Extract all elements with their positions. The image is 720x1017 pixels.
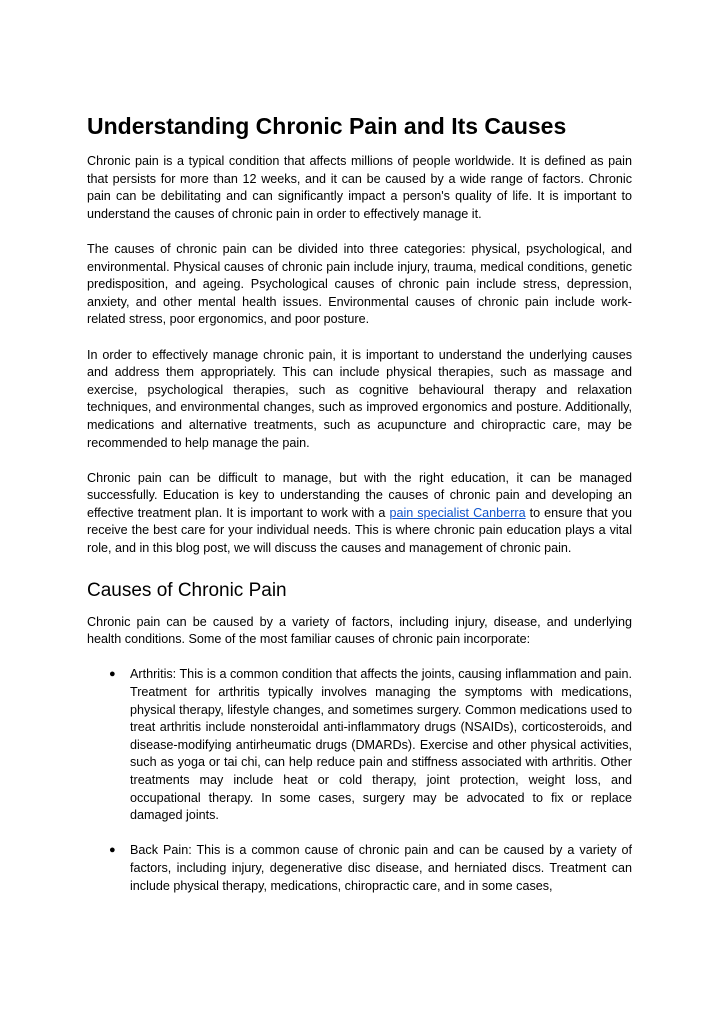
causes-overview-paragraph: The causes of chronic pain can be divided into three categories: physical, psychological, and environmental. Physical causes of chronic pain include injury, trauma, medical conditions, genetic predisposition, and ageing. Psychological causes of chronic pain include stress, depression, anxiety, and other mental health issues. Environmental causes of chronic pain include work-related stress, poor ergonomics, and poor posture. bbox=[87, 241, 632, 327]
pain-specialist-link[interactable]: pain specialist Canberra bbox=[389, 505, 526, 520]
list-item-text: Arthritis: This is a common condition that affects the joints, causing inflammation and pain. Treatment for arthritis typically involves managing the symptoms with medications, physical therapy, lifestyle changes, and sometimes surgery. Common medications used to treat arthritis include nonsteroidal anti-inflammatory drugs (NSAIDs), corticosteroids, and disease-modifying antirheumatic drugs (DMARDs). Exercise and other physical activities, such as yoga or tai chi, can help reduce pain and stiffness associated with arthritis. Other treatments may include heat or cold therapy, joint protection, weight loss, and occupational therapy. In some cases, surgery may be advocated to fix or replace damaged joints. bbox=[130, 667, 632, 823]
bullet-icon: ● bbox=[109, 668, 116, 681]
section-heading: Causes of Chronic Pain bbox=[87, 579, 287, 601]
bullet-icon: ● bbox=[109, 844, 116, 857]
education-text-before: Chronic pain can be difficult to manage, but with the right education, it can be managed successfully. Education is key to understanding the causes of chronic pain and developing an effective treatment plan. It is important to work with a bbox=[87, 470, 632, 520]
education-paragraph bbox=[87, 470, 632, 558]
document-page bbox=[87, 111, 632, 913]
page-title: Understanding Chronic Pain and Its Causes bbox=[87, 113, 567, 139]
education-text-after: to ensure that you receive the best care for your individual needs. This is where chronic pain education plays a vital role, and in this blog post, we will discuss the causes and management of chronic pain. bbox=[87, 505, 632, 556]
causes-list bbox=[87, 666, 632, 895]
management-paragraph: In order to effectively manage chronic pain, it is important to understand the underlying causes and address them appropriately. This can include physical therapies, such as massage and exercise, psychological therapies, such as cognitive behavioural therapy and relaxation techniques, and environmental changes, such as improved ergonomics and posture. Additionally, medications and alternative treatments, such as acupuncture and chiropractic care, may be recommended to help manage the pain. bbox=[87, 347, 632, 450]
list-item-text: Back Pain: This is a common cause of chronic pain and can be caused by a variety of factors, including injury, degenerative disc disease, and herniated discs. Treatment can include physical therapy, medications, chiropractic care, and in some cases, bbox=[130, 843, 632, 893]
intro-paragraph: Chronic pain is a typical condition that affects millions of people worldwide. It is defined as pain that persists for more than 12 weeks, and it can be caused by a wide range of factors. Chronic pain can be debilitating and can significantly impact a person's quality of life. It is important to understand the causes of chronic pain in order to effectively manage it. bbox=[87, 154, 632, 221]
list-item bbox=[87, 842, 632, 895]
section-intro-paragraph: Chronic pain can be caused by a variety of factors, including injury, disease, and underlying health conditions. Some of the most familiar causes of chronic pain incorporate: bbox=[87, 614, 632, 647]
list-item bbox=[87, 666, 632, 824]
